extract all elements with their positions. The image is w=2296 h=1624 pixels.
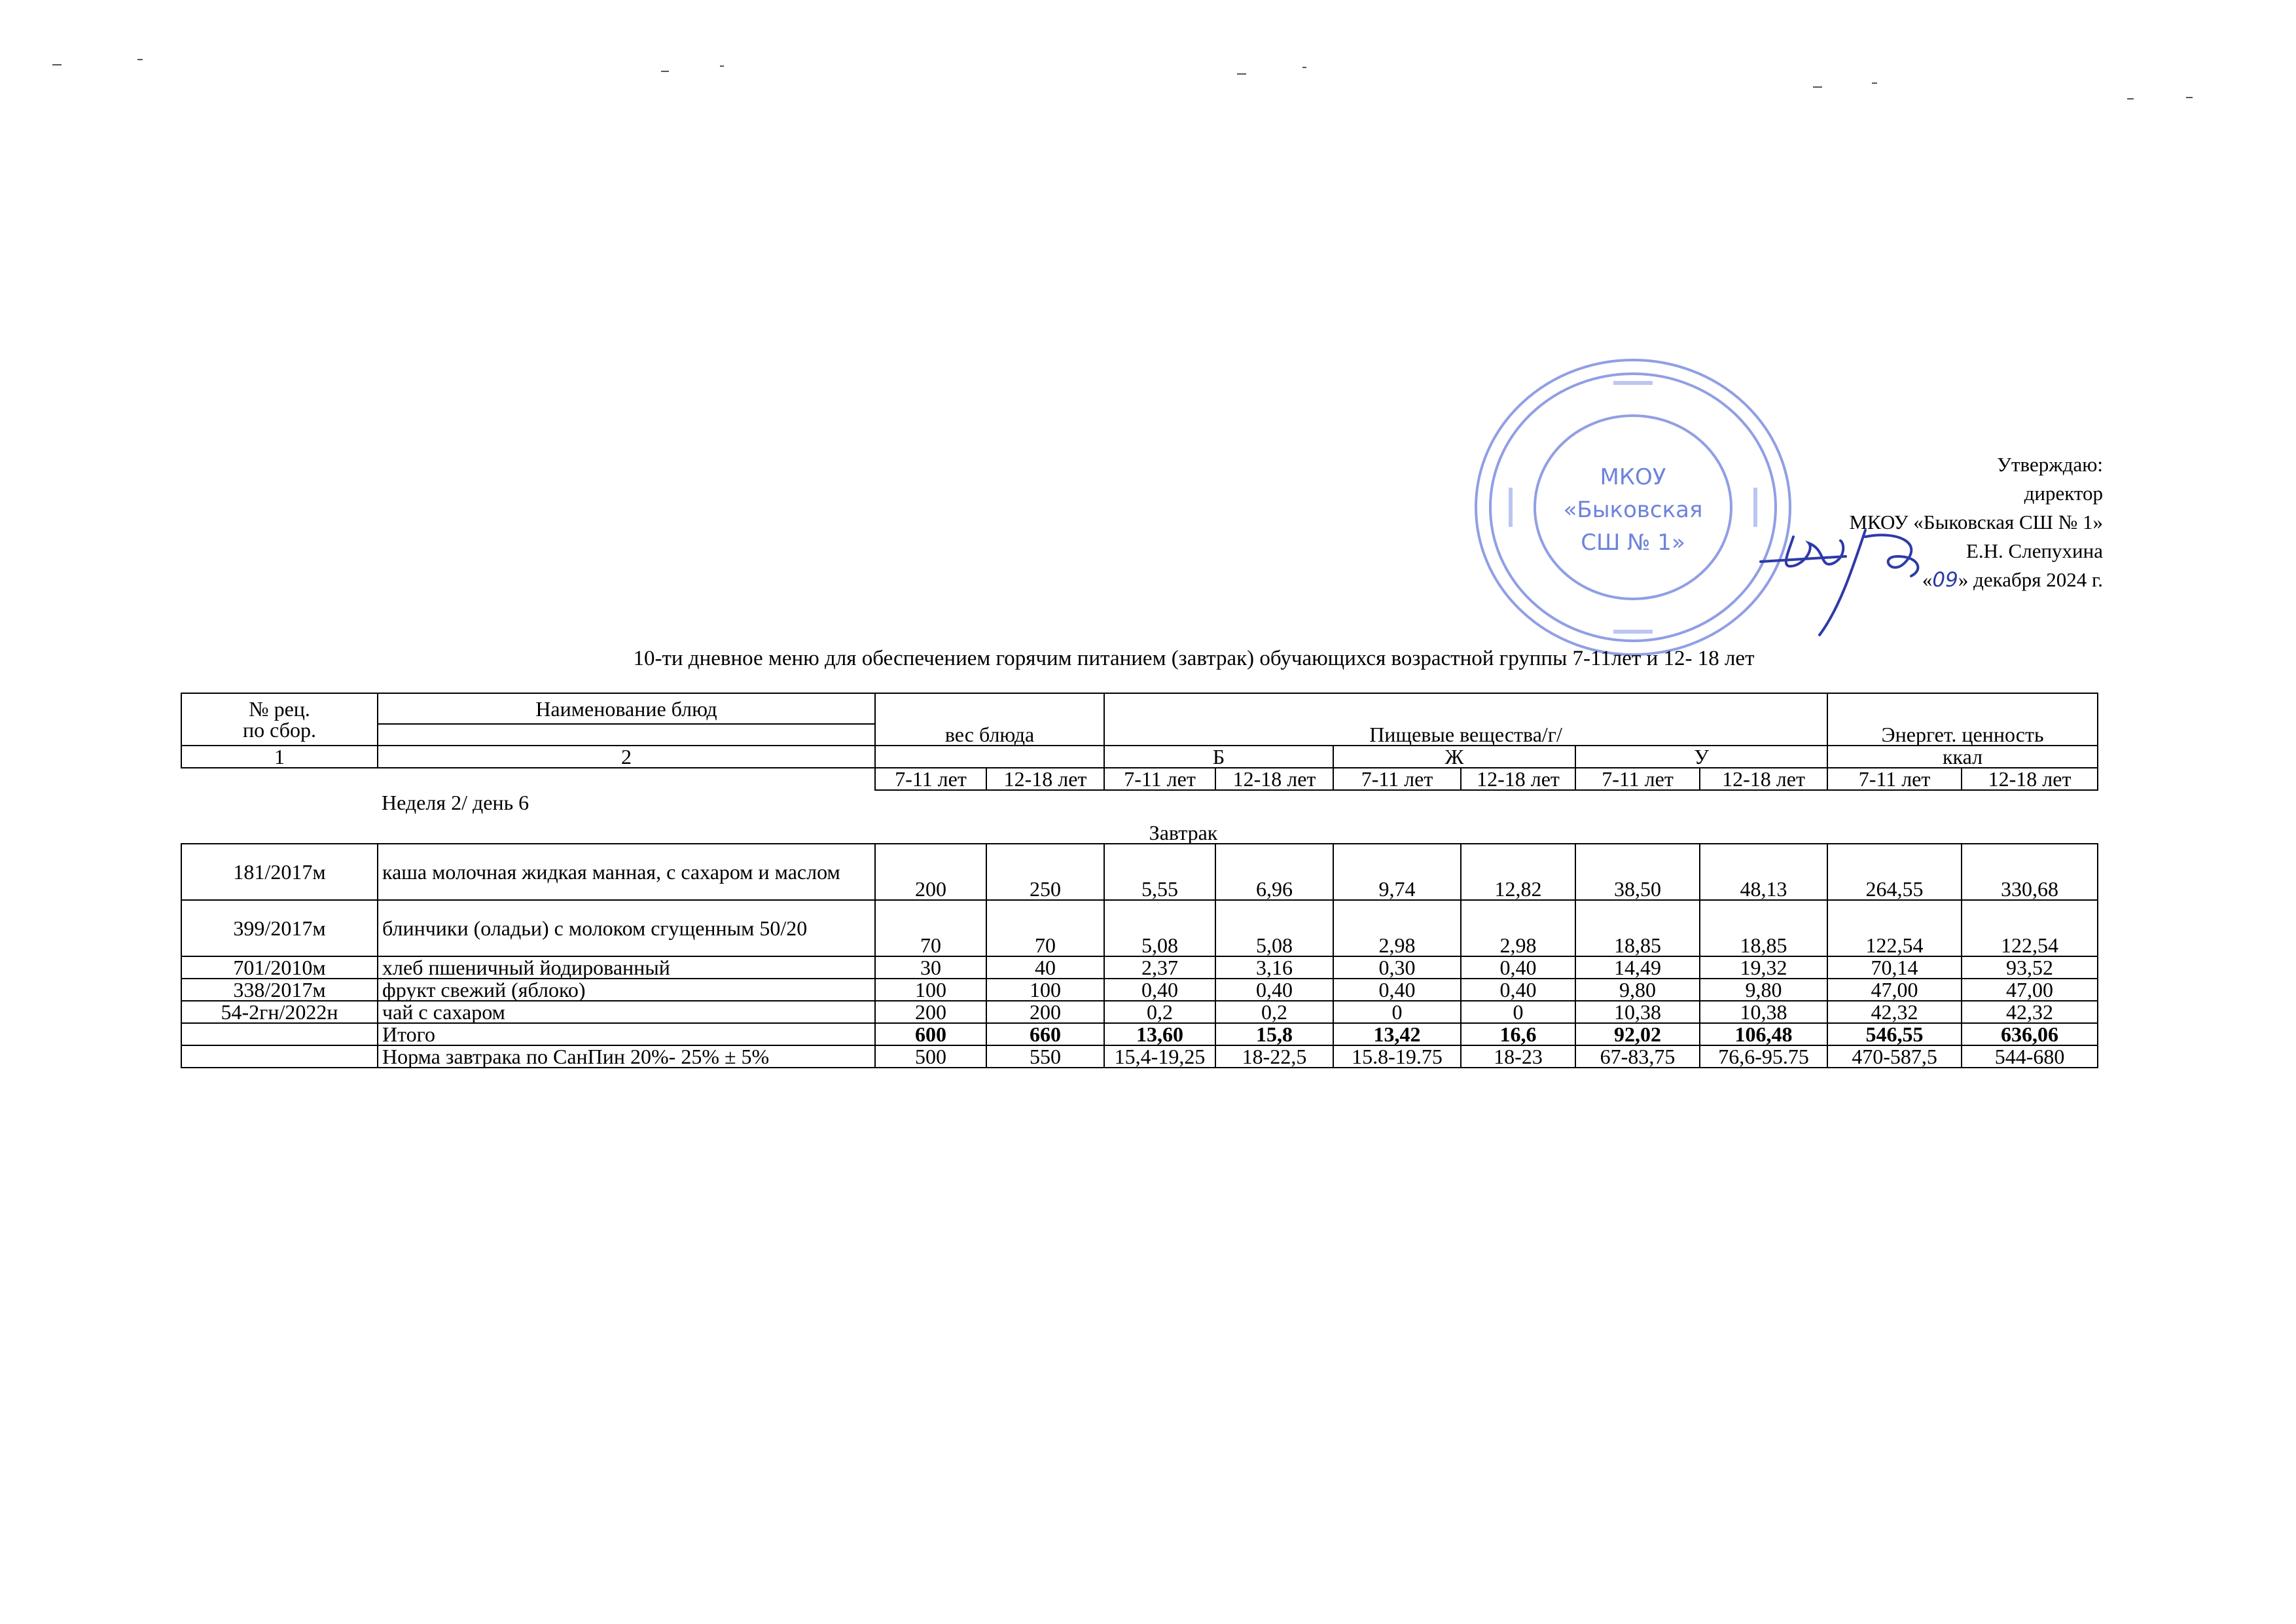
meal-row	[181, 814, 2098, 844]
approval-line-name: Е.Н. Слепухина	[1965, 539, 2103, 562]
week-day-blank	[181, 790, 378, 814]
header-age-e2: 12-18 лет	[1962, 768, 2098, 790]
cell-b1: 0,2	[1104, 1001, 1215, 1023]
date-rest: » декабря 2024 г.	[1958, 568, 2103, 591]
norm-code-blank	[181, 1045, 378, 1068]
header-weight: вес блюда	[875, 693, 1104, 746]
header-age-b1: 7-11 лет	[1104, 768, 1215, 790]
header-age-w1: 7-11 лет	[875, 768, 986, 790]
school-stamp	[1469, 353, 1797, 661]
cell-w2: 40	[986, 956, 1104, 979]
cell-e2: 122,54	[1962, 900, 2098, 956]
norm-u2: 76,6-95.75	[1700, 1045, 1827, 1068]
total-label: Итого	[378, 1023, 875, 1045]
cell-u1: 14,49	[1575, 956, 1700, 979]
total-b1: 13,60	[1104, 1023, 1215, 1045]
norm-b2: 18-22,5	[1215, 1045, 1333, 1068]
header-row-3	[181, 746, 2098, 768]
header-rec-no: № рец.	[249, 697, 310, 721]
cell-u1: 18,85	[1575, 900, 1700, 956]
total-u2: 106,48	[1700, 1023, 1827, 1045]
cell-b2: 6,96	[1215, 844, 1333, 900]
header-kcal: ккал	[1827, 746, 2098, 768]
cell-z2: 0	[1461, 1001, 1575, 1023]
cell-u2: 9,80	[1700, 979, 1827, 1001]
cell-z1: 0	[1333, 1001, 1461, 1023]
cell-b2: 5,08	[1215, 900, 1333, 956]
cell-b1: 5,08	[1104, 900, 1215, 956]
header-rec-src: по сбор.	[243, 718, 316, 742]
cell-u1: 9,80	[1575, 979, 1700, 1001]
cell-b1: 0,40	[1104, 979, 1215, 1001]
cell-b1: 2,37	[1104, 956, 1215, 979]
cell-w1: 30	[875, 956, 986, 979]
cell-z2: 12,82	[1461, 844, 1575, 900]
header-u: У	[1575, 746, 1827, 768]
header-row-1	[181, 693, 2098, 724]
cell-name: фрукт свежий (яблоко)	[378, 979, 875, 1001]
approval-line-date	[1849, 566, 2103, 594]
header-age-z2: 12-18 лет	[1461, 768, 1575, 790]
cell-w1: 70	[875, 900, 986, 956]
cell-z2: 0,40	[1461, 956, 1575, 979]
total-w1: 600	[875, 1023, 986, 1045]
week-day-row	[181, 790, 2098, 814]
header-energy-label: Энергет. ценность	[1827, 724, 2098, 746]
cell-e1: 264,55	[1827, 844, 1962, 900]
cell-e2: 93,52	[1962, 956, 2098, 979]
cell-b2: 0,2	[1215, 1001, 1333, 1023]
header-dish-blank	[378, 724, 875, 746]
header-nutrients-label: Пищевые вещества/г/	[1104, 724, 1827, 746]
dish-rows	[181, 844, 2098, 1023]
norm-w1: 500	[875, 1045, 986, 1068]
norm-e2: 544-680	[1962, 1045, 2098, 1068]
table-row	[181, 900, 2098, 956]
stamp-text-1: МКОУ	[1600, 464, 1666, 490]
header-row-2	[181, 724, 2098, 746]
cell-u1: 10,38	[1575, 1001, 1700, 1023]
header-age-z1: 7-11 лет	[1333, 768, 1461, 790]
cell-name: каша молочная жидкая манная, с сахаром и маслом	[378, 844, 875, 900]
cell-u1: 38,50	[1575, 844, 1700, 900]
norm-w2: 550	[986, 1045, 1104, 1068]
date-quote-open: «	[1922, 568, 1933, 591]
cell-u2: 18,85	[1700, 900, 1827, 956]
header-col-2: 2	[378, 746, 875, 768]
cell-code: 181/2017м	[181, 844, 378, 900]
table-row	[181, 956, 2098, 979]
cell-code: 338/2017м	[181, 979, 378, 1001]
cell-w2: 200	[986, 1001, 1104, 1023]
norm-z2: 18-23	[1461, 1045, 1575, 1068]
header-age-u1: 7-11 лет	[1575, 768, 1700, 790]
cell-code: 399/2017м	[181, 900, 378, 956]
cell-w2: 70	[986, 900, 1104, 956]
header-zh: Ж	[1333, 746, 1575, 768]
header-rec	[181, 693, 378, 746]
cell-z2: 0,40	[1461, 979, 1575, 1001]
header-age-u2: 12-18 лет	[1700, 768, 1827, 790]
cell-e1: 122,54	[1827, 900, 1962, 956]
cell-e1: 70,14	[1827, 956, 1962, 979]
cell-z1: 2,98	[1333, 900, 1461, 956]
cell-name: чай с сахаром	[378, 1001, 875, 1023]
menu-table	[181, 693, 2098, 1068]
norm-z1: 15.8-19.75	[1333, 1045, 1461, 1068]
table-row	[181, 844, 2098, 900]
date-day: 09	[1932, 568, 1958, 592]
document-title: 10-ти дневное меню для обеспечением горячим питанием (завтрак) обучающихся возрастной группы 7-11лет и 12- 18 лет	[633, 647, 1755, 670]
total-u1: 92,02	[1575, 1023, 1700, 1045]
norm-label: Норма завтрака по СанПин 20%- 25% ± 5%	[378, 1045, 875, 1068]
header-nutrients	[1104, 693, 1827, 724]
cell-code: 54-2гн/2022н	[181, 1001, 378, 1023]
cell-w1: 100	[875, 979, 986, 1001]
cell-b2: 0,40	[1215, 979, 1333, 1001]
stamp-text-2: «Быковская	[1563, 497, 1703, 523]
cell-name: хлеб пшеничный йодированный	[378, 956, 875, 979]
cell-z1: 0,30	[1333, 956, 1461, 979]
norm-e1: 470-587,5	[1827, 1045, 1962, 1068]
table-row	[181, 1001, 2098, 1023]
cell-e2: 42,32	[1962, 1001, 2098, 1023]
header-age-b2: 12-18 лет	[1215, 768, 1333, 790]
header-energy	[1827, 693, 2098, 724]
header-age-w2: 12-18 лет	[986, 768, 1104, 790]
cell-code: 701/2010м	[181, 956, 378, 979]
norm-u1: 67-83,75	[1575, 1045, 1700, 1068]
norm-b1: 15,4-19,25	[1104, 1045, 1215, 1068]
cell-z1: 0,40	[1333, 979, 1461, 1001]
cell-z2: 2,98	[1461, 900, 1575, 956]
cell-e2: 330,68	[1962, 844, 2098, 900]
total-z2: 16,6	[1461, 1023, 1575, 1045]
cell-u2: 10,38	[1700, 1001, 1827, 1023]
meal-label: Завтрак	[1149, 821, 1218, 844]
header-row-4	[181, 768, 2098, 790]
cell-u2: 19,32	[1700, 956, 1827, 979]
cell-b1: 5,55	[1104, 844, 1215, 900]
cell-name: блинчики (оладьи) с молоком сгущенным 50/20	[378, 900, 875, 956]
cell-w1: 200	[875, 1001, 986, 1023]
cell-w2: 250	[986, 844, 1104, 900]
header-age-e1: 7-11 лет	[1827, 768, 1962, 790]
table-row	[181, 979, 2098, 1001]
total-w2: 660	[986, 1023, 1104, 1045]
approval-block	[1849, 450, 2103, 594]
total-e2: 636,06	[1962, 1023, 2098, 1045]
cell-e2: 47,00	[1962, 979, 2098, 1001]
header-blank-b	[378, 768, 875, 790]
cell-u2: 48,13	[1700, 844, 1827, 900]
approval-line-position: директор	[2024, 482, 2103, 505]
norm-row	[181, 1045, 2098, 1068]
cell-e1: 42,32	[1827, 1001, 1962, 1023]
cell-w2: 100	[986, 979, 1104, 1001]
cell-b2: 3,16	[1215, 956, 1333, 979]
approval-line-org: МКОУ «Быковская СШ № 1»	[1849, 511, 2103, 533]
header-col-1: 1	[181, 746, 378, 768]
week-day-fill	[1104, 790, 2098, 814]
total-e1: 546,55	[1827, 1023, 1962, 1045]
cell-z1: 9,74	[1333, 844, 1461, 900]
total-z1: 13,42	[1333, 1023, 1461, 1045]
approval-line-approve: Утверждаю:	[1997, 453, 2103, 476]
cell-w1: 200	[875, 844, 986, 900]
header-dish-name: Наименование блюд	[378, 693, 875, 724]
header-weight-blank	[875, 746, 1104, 768]
total-row	[181, 1023, 2098, 1045]
header-blank-a	[181, 768, 378, 790]
cell-e1: 47,00	[1827, 979, 1962, 1001]
stamp-text-3: СШ № 1»	[1581, 530, 1685, 556]
total-b2: 15,8	[1215, 1023, 1333, 1045]
week-day-label: Неделя 2/ день 6	[382, 791, 529, 814]
total-code-blank	[181, 1023, 378, 1045]
header-b: Б	[1104, 746, 1333, 768]
